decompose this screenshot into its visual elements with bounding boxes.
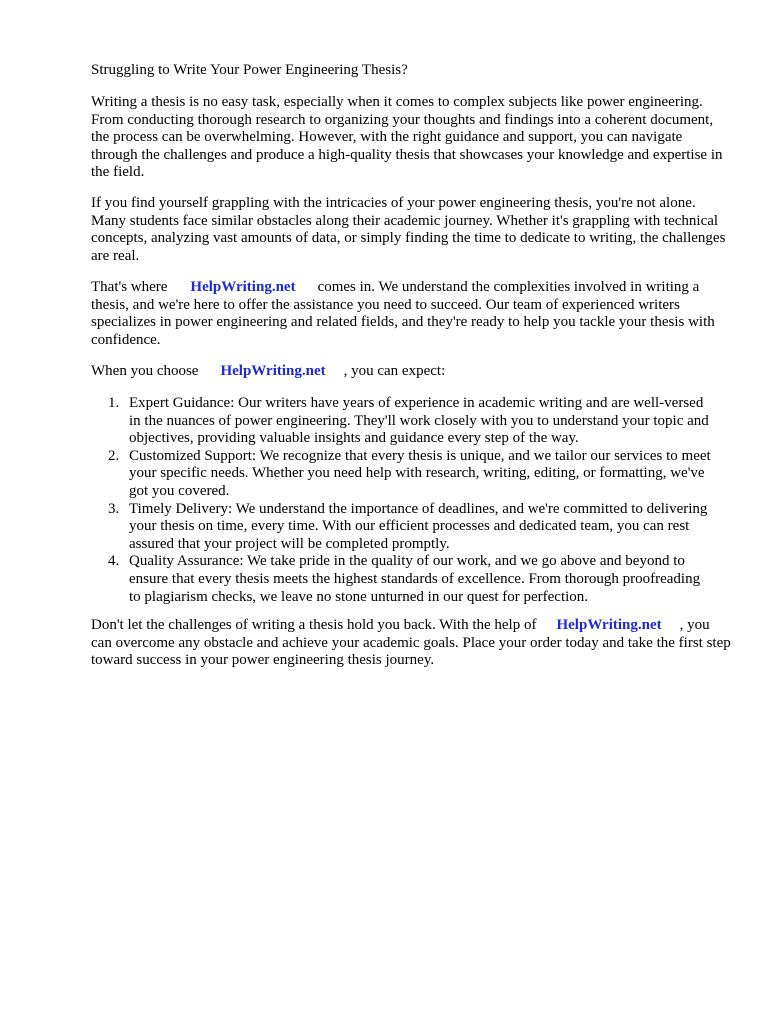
helpwriting-link[interactable]: HelpWriting.net: [190, 279, 296, 295]
list-item-text: Quality Assurance: We take pride in the quality of our work, and we go above and beyond to ensure that every thesis meets the highest standards of excellence. From thorough proofreading to plagiarism checks, we leave no stone unturned in our quest for perfection.: [129, 553, 701, 605]
struggle-paragraph: If you find yourself grappling with the intricacies of your power engineering thesis, you're not alone. Many students face similar obstacles along their academic journey. Whether it's grappling with technical concepts, analyzing vast amounts of data, or simply finding the time to dedicate to writing, the challenges are real.: [91, 195, 726, 264]
closing-paragraph: [91, 617, 731, 670]
choose-text-before: When you choose: [91, 363, 199, 379]
intro-paragraph: Writing a thesis is no easy task, especially when it comes to complex subjects like power engineering. From conducting thorough research to organizing your thoughts and findings into a coherent document, the process can be overwhelming. However, with the right guidance and support, you can navigate through the challenges and produce a high-quality thesis that showcases your knowledge and expertise in the field.: [91, 94, 723, 181]
list-item: [91, 553, 711, 606]
closing-text-before: Don't let the challenges of writing a thesis hold you back. With the help of: [91, 617, 537, 633]
choose-paragraph: [91, 363, 731, 381]
helpwriting-link[interactable]: HelpWriting.net: [220, 363, 326, 379]
list-item: [91, 448, 711, 501]
benefits-list: [91, 395, 711, 606]
list-item-text: Customized Support: We recognize that every thesis is unique, and we tailor our services to meet your specific needs. Whether you need help with research, writing, editing, or formatting, we've got you covered.: [129, 447, 711, 499]
service-text-before: That's where: [91, 279, 168, 295]
helpwriting-link[interactable]: HelpWriting.net: [556, 617, 662, 633]
service-paragraph: [91, 279, 731, 349]
list-item: [91, 395, 711, 448]
choose-text-after: , you can expect:: [343, 363, 446, 379]
service-text-after: comes in. We understand the complexities involved in writing a thesis, and we're here to offer the assistance you need to succeed. Our team of experienced writers specializes in power engineering and related fields, and they're ready to help you tackle your thesis with confidence.: [91, 279, 715, 348]
document-title: Struggling to Write Your Power Engineering Thesis?: [91, 62, 408, 78]
list-item: [91, 501, 711, 554]
list-item-number: 3.: [108, 500, 120, 517]
closing-text-after: , you can overcome any obstacle and achieve your academic goals. Place your order today and take the first step toward success in your power engineering thesis journey.: [91, 617, 731, 669]
list-item-text: Expert Guidance: Our writers have years of experience in academic writing and are well-versed in the nuances of power engineering. They'll work closely with you to understand your topic and objectives, providing valuable insights and guidance every step of the way.: [129, 395, 709, 447]
list-item-number: 1.: [108, 395, 120, 411]
list-item-text: Timely Delivery: We understand the importance of deadlines, and we're committed to delivering your thesis on time, every time. With our efficient processes and dedicated team, you can rest assured that your project will be completed promptly.: [129, 500, 708, 552]
list-item-number: 2.: [108, 447, 120, 464]
list-item-number: 4.: [108, 553, 120, 570]
